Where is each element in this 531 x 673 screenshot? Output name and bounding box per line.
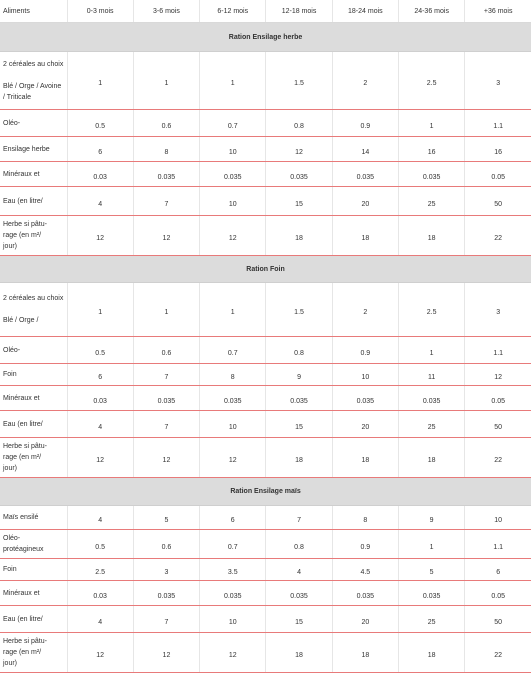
row-label: 2 céréales au choix Blé / Orge / xyxy=(0,283,67,337)
cell-value: 10 xyxy=(332,364,398,386)
cell-value: 0.035 xyxy=(398,386,464,411)
table-row xyxy=(0,559,531,581)
cell-value: 12 xyxy=(200,633,266,673)
cell-value: 2 xyxy=(332,52,398,110)
cell-value: 3 xyxy=(465,283,531,337)
cell-value: 12 xyxy=(200,438,266,478)
header-age: +36 mois xyxy=(465,0,531,23)
cell-value: 1.1 xyxy=(465,110,531,137)
cell-value: 10 xyxy=(200,606,266,633)
cell-value: 1 xyxy=(398,110,464,137)
cell-value: 0.7 xyxy=(200,110,266,137)
cell-value: 7 xyxy=(133,606,199,633)
cell-value: 2 xyxy=(332,283,398,337)
cell-value: 18 xyxy=(398,216,464,256)
cell-value: 6 xyxy=(67,364,133,386)
cell-value: 0.03 xyxy=(67,162,133,187)
row-label: Foin xyxy=(0,364,67,386)
cell-value: 12 xyxy=(200,216,266,256)
cell-value: 22 xyxy=(465,216,531,256)
cell-value: 8 xyxy=(200,364,266,386)
cell-value: 6 xyxy=(200,506,266,530)
table-row xyxy=(0,506,531,530)
row-label: Eau (en litre/ xyxy=(0,606,67,633)
section-header-row xyxy=(0,23,531,52)
cell-value: 10 xyxy=(465,506,531,530)
cell-value: 0.035 xyxy=(398,162,464,187)
table-row xyxy=(0,581,531,606)
cell-value: 18 xyxy=(398,633,464,673)
header-age: 12-18 mois xyxy=(266,0,332,23)
cell-value: 12 xyxy=(266,137,332,162)
cell-value: 18 xyxy=(266,438,332,478)
cell-value: 3.5 xyxy=(200,559,266,581)
cell-value: 12 xyxy=(133,438,199,478)
cell-value: 10 xyxy=(200,187,266,216)
cell-value: 0.05 xyxy=(465,386,531,411)
cell-value: 4 xyxy=(67,506,133,530)
row-label: Oléo- xyxy=(0,110,67,137)
cell-value: 1 xyxy=(67,52,133,110)
cell-value: 6 xyxy=(67,137,133,162)
table-row xyxy=(0,386,531,411)
cell-value: 0.8 xyxy=(266,337,332,364)
cell-value: 2.5 xyxy=(398,283,464,337)
row-label: Eau (en litre/ xyxy=(0,187,67,216)
cell-value: 4.5 xyxy=(332,559,398,581)
row-label: Ensilage herbe xyxy=(0,137,67,162)
cell-value: 0.8 xyxy=(266,530,332,559)
cell-value: 2.5 xyxy=(398,52,464,110)
cell-value: 0.05 xyxy=(465,581,531,606)
header-age: 18-24 mois xyxy=(332,0,398,23)
cell-value: 18 xyxy=(398,438,464,478)
section-title: Ration Ensilage herbe xyxy=(0,23,531,52)
section-header-row xyxy=(0,478,531,506)
cell-value: 1 xyxy=(398,530,464,559)
cell-value: 0.03 xyxy=(67,581,133,606)
cell-value: 12 xyxy=(133,633,199,673)
cell-value: 4 xyxy=(67,606,133,633)
cell-value: 12 xyxy=(67,216,133,256)
cell-value: 12 xyxy=(67,438,133,478)
cell-value: 0.035 xyxy=(266,386,332,411)
cell-value: 0.035 xyxy=(133,581,199,606)
table-row xyxy=(0,187,531,216)
cell-value: 0.035 xyxy=(200,162,266,187)
table-row xyxy=(0,337,531,364)
cell-value: 9 xyxy=(398,506,464,530)
table-row xyxy=(0,216,531,256)
cell-value: 22 xyxy=(465,633,531,673)
cell-value: 0.9 xyxy=(332,530,398,559)
cell-value: 0.035 xyxy=(398,581,464,606)
table-row xyxy=(0,137,531,162)
table-body xyxy=(0,23,531,673)
cell-value: 0.5 xyxy=(67,110,133,137)
cell-value: 0.6 xyxy=(133,530,199,559)
cell-value: 0.5 xyxy=(67,337,133,364)
cell-value: 10 xyxy=(200,411,266,438)
cell-value: 8 xyxy=(332,506,398,530)
header-age: 3-6 mois xyxy=(133,0,199,23)
cell-value: 4 xyxy=(67,187,133,216)
cell-value: 12 xyxy=(67,633,133,673)
row-label: Eau (en litre/ xyxy=(0,411,67,438)
cell-value: 0.8 xyxy=(266,110,332,137)
cell-value: 20 xyxy=(332,187,398,216)
cell-value: 0.5 xyxy=(67,530,133,559)
row-label: Minéraux et xyxy=(0,386,67,411)
cell-value: 0.035 xyxy=(266,162,332,187)
cell-value: 12 xyxy=(465,364,531,386)
cell-value: 25 xyxy=(398,606,464,633)
cell-value: 7 xyxy=(133,411,199,438)
cell-value: 0.7 xyxy=(200,530,266,559)
cell-value: 0.035 xyxy=(200,581,266,606)
cell-value: 3 xyxy=(133,559,199,581)
section-header-row xyxy=(0,256,531,283)
table-row xyxy=(0,162,531,187)
table-row xyxy=(0,530,531,559)
cell-value: 0.6 xyxy=(133,110,199,137)
row-label: Maïs ensilé xyxy=(0,506,67,530)
cell-value: 0.7 xyxy=(200,337,266,364)
cell-value: 18 xyxy=(266,633,332,673)
row-label: Herbe si pâtu- rage (en m²/ jour) xyxy=(0,216,67,256)
cell-value: 1 xyxy=(200,283,266,337)
row-label: Oléo- protéagineux xyxy=(0,530,67,559)
section-title: Ration Foin xyxy=(0,256,531,283)
cell-value: 0.035 xyxy=(200,386,266,411)
cell-value: 6 xyxy=(465,559,531,581)
header-age: 0-3 mois xyxy=(67,0,133,23)
cell-value: 11 xyxy=(398,364,464,386)
section-title: Ration Ensilage maïs xyxy=(0,478,531,506)
cell-value: 50 xyxy=(465,411,531,438)
cell-value: 0.035 xyxy=(332,386,398,411)
cell-value: 1 xyxy=(398,337,464,364)
cell-value: 1.1 xyxy=(465,337,531,364)
cell-value: 0.035 xyxy=(332,162,398,187)
cell-value: 9 xyxy=(266,364,332,386)
row-label: Herbe si pâtu- rage (en m²/ jour) xyxy=(0,633,67,673)
header-age: 6-12 mois xyxy=(200,0,266,23)
cell-value: 50 xyxy=(465,187,531,216)
cell-value: 20 xyxy=(332,606,398,633)
cell-value: 12 xyxy=(133,216,199,256)
cell-value: 0.035 xyxy=(332,581,398,606)
cell-value: 10 xyxy=(200,137,266,162)
row-label: Foin xyxy=(0,559,67,581)
cell-value: 5 xyxy=(133,506,199,530)
cell-value: 7 xyxy=(266,506,332,530)
cell-value: 4 xyxy=(266,559,332,581)
table-row xyxy=(0,283,531,337)
cell-value: 0.03 xyxy=(67,386,133,411)
cell-value: 1 xyxy=(200,52,266,110)
cell-value: 0.035 xyxy=(266,581,332,606)
cell-value: 1 xyxy=(133,283,199,337)
cell-value: 1.1 xyxy=(465,530,531,559)
cell-value: 18 xyxy=(332,438,398,478)
table-row xyxy=(0,110,531,137)
cell-value: 7 xyxy=(133,187,199,216)
table-row xyxy=(0,411,531,438)
row-label: Herbe si pâtu- rage (en m²/ jour) xyxy=(0,438,67,478)
cell-value: 15 xyxy=(266,187,332,216)
row-label: Oléo- xyxy=(0,337,67,364)
cell-value: 18 xyxy=(266,216,332,256)
cell-value: 7 xyxy=(133,364,199,386)
cell-value: 0.6 xyxy=(133,337,199,364)
cell-value: 0.035 xyxy=(133,386,199,411)
cell-value: 2.5 xyxy=(67,559,133,581)
cell-value: 8 xyxy=(133,137,199,162)
table-row xyxy=(0,438,531,478)
cell-value: 15 xyxy=(266,606,332,633)
header-age: 24-36 mois xyxy=(398,0,464,23)
cell-value: 0.9 xyxy=(332,337,398,364)
cell-value: 16 xyxy=(398,137,464,162)
row-label: 2 céréales au choix Blé / Orge / Avoine / Triticale xyxy=(0,52,67,110)
cell-value: 1.5 xyxy=(266,52,332,110)
cell-value: 1.5 xyxy=(266,283,332,337)
table-row xyxy=(0,633,531,673)
cell-value: 18 xyxy=(332,216,398,256)
header-aliments: Aliments xyxy=(0,0,67,23)
row-label: Minéraux et xyxy=(0,581,67,606)
cell-value: 1 xyxy=(133,52,199,110)
cell-value: 22 xyxy=(465,438,531,478)
cell-value: 50 xyxy=(465,606,531,633)
header-row xyxy=(0,0,531,23)
cell-value: 20 xyxy=(332,411,398,438)
cell-value: 0.9 xyxy=(332,110,398,137)
cell-value: 1 xyxy=(67,283,133,337)
cell-value: 0.05 xyxy=(465,162,531,187)
cell-value: 18 xyxy=(332,633,398,673)
cell-value: 25 xyxy=(398,187,464,216)
cell-value: 14 xyxy=(332,137,398,162)
cell-value: 25 xyxy=(398,411,464,438)
row-label: Minéraux et xyxy=(0,162,67,187)
cell-value: 16 xyxy=(465,137,531,162)
table-row xyxy=(0,52,531,110)
cell-value: 4 xyxy=(67,411,133,438)
cell-value: 0.035 xyxy=(133,162,199,187)
cell-value: 5 xyxy=(398,559,464,581)
cell-value: 3 xyxy=(465,52,531,110)
cell-value: 15 xyxy=(266,411,332,438)
table-row xyxy=(0,364,531,386)
table-row xyxy=(0,606,531,633)
